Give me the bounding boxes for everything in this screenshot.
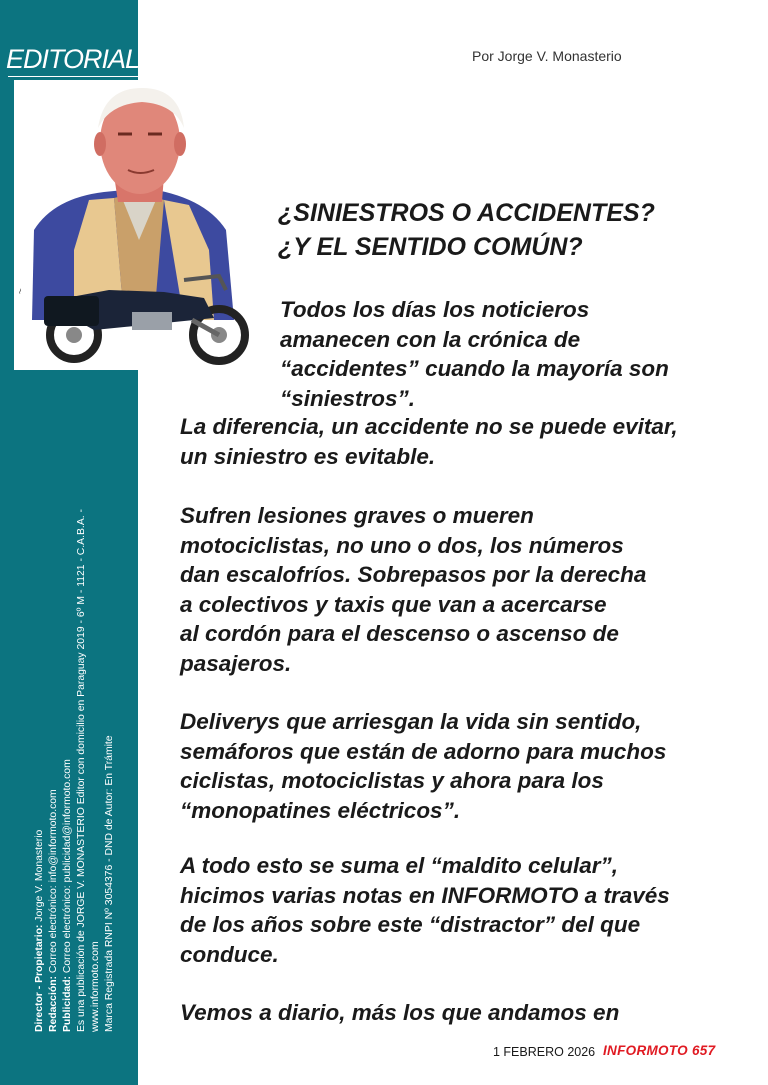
paragraph [180, 851, 670, 969]
credit-redaccion [47, 512, 61, 1032]
section-label: EDITORIAL [6, 44, 140, 74]
text-line: un siniestro es evitable. [180, 443, 436, 469]
credit-label: Publicidad: [62, 976, 73, 1032]
text-line: Todos los días los noticieros [280, 297, 590, 322]
credit-value: Jorge V. Monasterio [34, 829, 45, 922]
text-line: hicimos varias notas en INFORMOTO a través [180, 882, 670, 908]
credit-publicidad [61, 512, 75, 1032]
credit-director [33, 512, 47, 1032]
paragraph [180, 707, 666, 825]
text-line: al cordón para el descenso o ascenso de [180, 621, 619, 647]
text-line: a colectivos y taxis que van a acercarse [180, 591, 607, 617]
svg-text:~: ~ [15, 287, 26, 296]
title-line: ¿Y EL SENTIDO COMÚN? [278, 233, 583, 261]
text-line: A todo esto se suma el “maldito celular”, [180, 853, 619, 878]
text-line: conduce. [180, 941, 279, 967]
credit-website: www.informoto.com [90, 941, 101, 1032]
credit-label: Redacción: [48, 975, 59, 1032]
text-line: Vemos a diario, más los que andamos en [180, 1000, 620, 1025]
text-line: Deliverys que arriesgan la vida sin sentido, [180, 709, 642, 734]
text-line: semáforos que están de adorno para muchos [180, 738, 667, 764]
text-line: ciclistas, motociclistas y ahora para los [180, 768, 604, 794]
text-line: dan escalofríos. Sobrepasos por la derecha [180, 562, 647, 588]
paragraph [180, 998, 619, 1028]
author-illustration [14, 80, 264, 370]
credit-value: Correo electrónico: publicidad@informoto.com [62, 759, 73, 974]
text-line: “monopatines eléctricos”. [180, 797, 461, 823]
section-divider [8, 76, 138, 77]
text-line: La diferencia, un accidente no se puede evitar, [180, 414, 678, 439]
paragraph [180, 501, 646, 679]
title-line: ¿SINIESTROS O ACCIDENTES? [278, 199, 655, 227]
byline: Por Jorge V. Monasterio [472, 48, 622, 64]
text-line: “accidentes” cuando la mayoría son [280, 356, 669, 382]
text-line: pasajeros. [180, 650, 292, 676]
text-line: Sufren lesiones graves o mueren [180, 503, 534, 528]
credit-label: Director - Propietario: [34, 924, 45, 1032]
credit-publisher: Es una publicación de JORGE V. MONASTERIO Editor con domicilio en Paraguay 2019 - 6º M - 1121 - C.A.B.A. - [76, 509, 87, 1032]
footer-date: 1 FEBRERO 2026 [493, 1045, 596, 1059]
intro-paragraph [280, 295, 669, 413]
footer-brand: INFORMOTO 657 [603, 1043, 716, 1058]
credit-value: Correo electrónico: info@informoto.com [48, 789, 59, 974]
masthead-credits [33, 509, 133, 1032]
text-line: de los años sobre este “distractor” del que [180, 912, 641, 938]
text-line: amanecen con la crónica de [280, 326, 581, 352]
text-line: “siniestros”. [280, 385, 416, 411]
paragraph [180, 412, 678, 471]
credit-registry: Marca Registrada RNPI Nº 3054376 - DND de Autor: En Trámite [104, 735, 115, 1032]
article-title [278, 196, 748, 264]
text-line: motociclistas, no uno o dos, los números [180, 532, 624, 558]
